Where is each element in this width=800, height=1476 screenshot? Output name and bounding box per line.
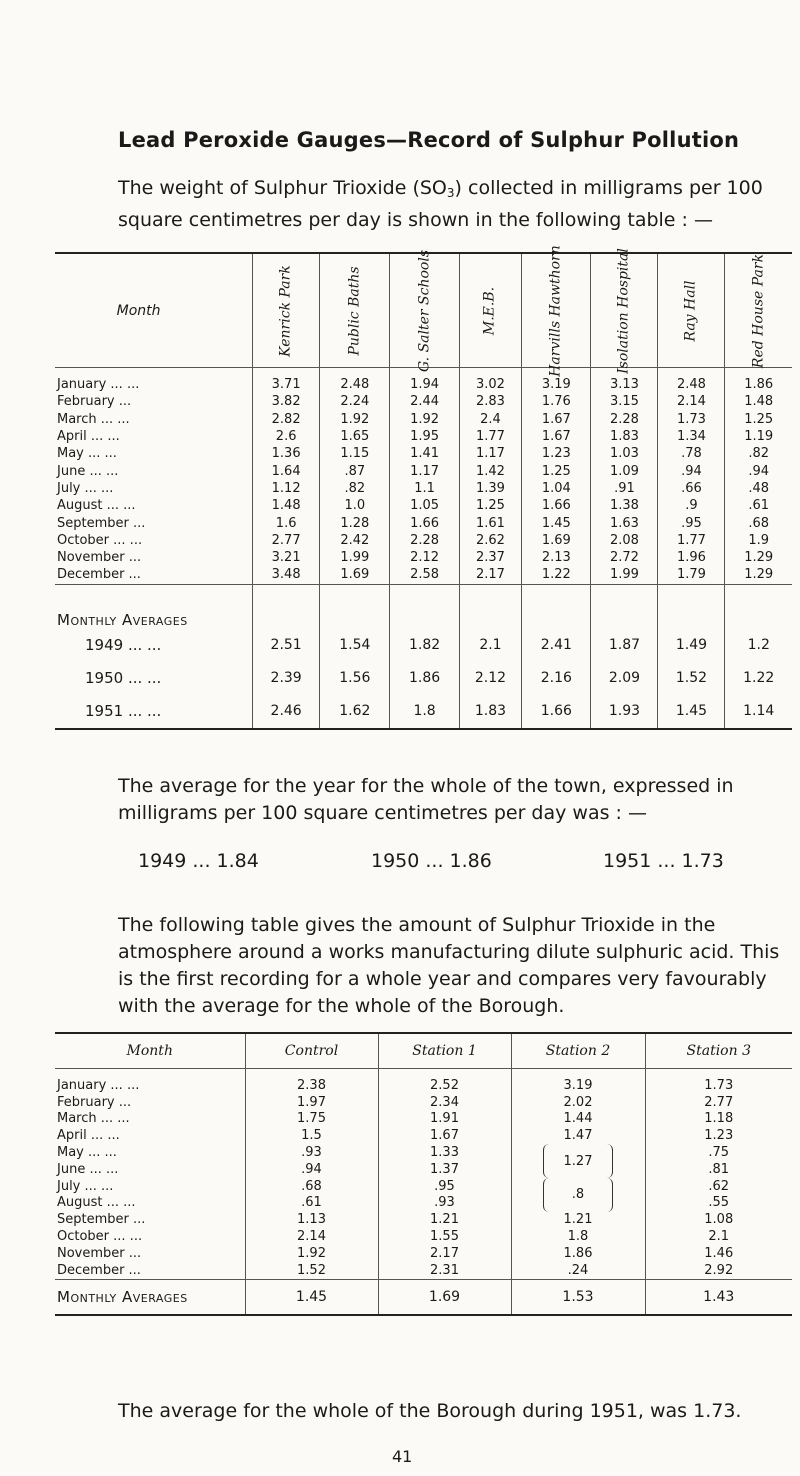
empty-cell [725, 584, 792, 629]
town-average-1951: 1951 ... 1.73 [603, 850, 724, 872]
table-row [55, 1211, 792, 1228]
value-cell: .87 [320, 462, 390, 479]
value-cell: 1.8 [511, 1228, 645, 1245]
value-cell: 1.48 [253, 497, 320, 514]
month-cell: June ... ... [57, 1161, 119, 1177]
table1-station-header [390, 249, 459, 372]
value-cell: .95 [658, 514, 725, 531]
value-cell: .61 [725, 497, 792, 514]
average-value-cell: 2.41 [522, 629, 591, 662]
value-cell: 1.46 [645, 1245, 792, 1262]
month-cell: November ... [57, 1245, 142, 1261]
intro-paragraph [118, 175, 790, 234]
value-cell: 1.65 [320, 428, 390, 445]
value-cell: 2.02 [511, 1094, 645, 1111]
month-cell: February ... [57, 1094, 132, 1110]
value-cell: 1.36 [253, 445, 320, 462]
average-value-cell: 2.39 [253, 662, 320, 695]
year-cell: 1951 ... ... [55, 695, 253, 729]
value-cell: 1.67 [522, 428, 591, 445]
value-cell: 1.92 [390, 411, 459, 428]
value-cell: 1.17 [459, 445, 522, 462]
value-cell: .62 [645, 1178, 792, 1195]
value-cell: 1.17 [390, 462, 459, 479]
town-average-1949: 1949 ... 1.84 [138, 850, 259, 872]
table-row [55, 1178, 792, 1195]
value-cell: 1.94 [390, 368, 459, 394]
value-cell: 1.09 [591, 462, 658, 479]
value-cell: 2.72 [591, 549, 658, 566]
table1-month-header: Month [55, 253, 253, 368]
table1-station-header [320, 253, 390, 368]
empty-cell [591, 584, 658, 629]
table-row [55, 393, 792, 410]
intro-text-1: The weight of Sulphur Trioxide (SO [118, 177, 447, 199]
value-cell: 2.31 [378, 1262, 511, 1279]
month-cell: January ... ... [57, 1077, 140, 1093]
page-title: Lead Peroxide Gauges—Record of Sulphur Pollution [118, 128, 740, 152]
value-cell: 1.21 [378, 1211, 511, 1228]
average-row [55, 629, 792, 662]
table1-header-row [55, 253, 792, 368]
value-cell: 1.67 [522, 411, 591, 428]
value-cell: 2.17 [378, 1245, 511, 1262]
value-cell: 2.14 [245, 1228, 378, 1245]
averages-label-row [55, 584, 792, 629]
value-cell: 1.97 [245, 1094, 378, 1111]
table-row [55, 514, 792, 531]
value-cell: .24 [511, 1262, 645, 1279]
table-row [55, 549, 792, 566]
value-cell: 1.23 [522, 445, 591, 462]
year-cell: 1950 ... ... [85, 669, 162, 688]
average-value-cell: 1.45 [658, 695, 725, 729]
value-cell: 1.61 [459, 514, 522, 531]
value-cell: 2.77 [253, 532, 320, 549]
table-row [55, 462, 792, 479]
average-value-cell: 1.8 [390, 695, 459, 729]
empty-cell [390, 584, 459, 629]
value-cell: 2.77 [645, 1094, 792, 1111]
table-row [55, 1094, 792, 1111]
average-row [55, 662, 792, 695]
value-cell: 2.08 [591, 532, 658, 549]
value-cell: 1.5 [245, 1127, 378, 1144]
averages-label: Monthly Averages [55, 584, 253, 629]
table2-month-header: Month [55, 1033, 245, 1069]
value-cell [511, 1144, 645, 1169]
average-value-cell: 1.62 [320, 695, 390, 729]
table-row [55, 1245, 792, 1262]
table-row [55, 497, 792, 514]
value-cell: .68 [725, 514, 792, 531]
table1-station-header [253, 253, 320, 368]
value-cell: .61 [245, 1195, 378, 1212]
month-cell: May ... ... [57, 446, 117, 462]
month-cell: December ... [57, 567, 141, 583]
value-cell: 1.19 [725, 428, 792, 445]
value-cell: .94 [245, 1161, 378, 1178]
average-value-cell: 1.87 [591, 629, 658, 662]
average-value-cell: 1.43 [645, 1279, 792, 1315]
value-cell: 1.42 [459, 462, 522, 479]
month-cell: July ... ... [57, 480, 114, 496]
value-cell: 3.19 [522, 368, 591, 394]
value-cell: 2.34 [378, 1094, 511, 1111]
works-stations-table [55, 1032, 792, 1316]
average-value-cell: 1.93 [591, 695, 658, 729]
value-cell: 1.55 [378, 1228, 511, 1245]
value-cell: .66 [658, 480, 725, 497]
value-cell: 2.92 [645, 1262, 792, 1279]
month-cell: October ... ... [57, 1229, 143, 1245]
average-value-cell: 1.2 [725, 629, 792, 662]
value-cell: 1.25 [725, 411, 792, 428]
value-cell: 1.73 [658, 411, 725, 428]
average-value-cell: 1.53 [511, 1279, 645, 1315]
value-cell: .94 [725, 462, 792, 479]
table-row [55, 411, 792, 428]
value-cell: .68 [245, 1178, 378, 1195]
average-value-cell: 1.66 [522, 695, 591, 729]
intro-text-2: ) collected in milligrams per 100 square centimetres per day is shown in the following table : — [118, 177, 763, 231]
value-cell: 1.86 [725, 368, 792, 394]
table-row [55, 1195, 792, 1212]
value-cell: 1.69 [522, 532, 591, 549]
value-cell: 1.92 [320, 411, 390, 428]
value-cell: 2.48 [320, 368, 390, 394]
value-cell: 2.82 [253, 411, 320, 428]
table-row [55, 532, 792, 549]
value-cell: .94 [658, 462, 725, 479]
station-label: Isolation Hospital [615, 247, 632, 374]
month-cell: March ... ... [57, 411, 130, 427]
month-cell: November ... [57, 550, 142, 566]
value-cell: 1.77 [459, 428, 522, 445]
bracketed-value: 1.27 [543, 1144, 613, 1178]
table2-header-row [55, 1033, 792, 1069]
table-row [55, 1127, 792, 1144]
average-row [55, 695, 792, 729]
value-cell: 2.28 [390, 532, 459, 549]
empty-cell [459, 584, 522, 629]
value-cell: 2.12 [390, 549, 459, 566]
table1-station-header [658, 253, 725, 368]
value-cell: 1.0 [320, 497, 390, 514]
value-cell: 1.67 [378, 1127, 511, 1144]
station-label: Public Baths [346, 265, 363, 356]
value-cell: 2.52 [378, 1069, 511, 1094]
value-cell: 3.48 [253, 566, 320, 584]
value-cell: .81 [645, 1161, 792, 1178]
value-cell: 2.42 [320, 532, 390, 549]
table2-station2-header: Station 2 [511, 1033, 645, 1069]
value-cell: 1.77 [658, 532, 725, 549]
month-cell: May ... ... [57, 1145, 117, 1161]
value-cell: .93 [378, 1195, 511, 1212]
value-cell: 1.21 [511, 1211, 645, 1228]
average-value-cell: 1.49 [658, 629, 725, 662]
month-cell: October ... ... [57, 532, 143, 548]
month-cell: April ... ... [57, 1128, 120, 1144]
average-value-cell: 1.14 [725, 695, 792, 729]
value-cell: 1.04 [522, 480, 591, 497]
average-value-cell: 1.56 [320, 662, 390, 695]
value-cell: 1.25 [522, 462, 591, 479]
value-cell: 3.19 [511, 1069, 645, 1094]
value-cell: 1.9 [725, 532, 792, 549]
value-cell: 2.62 [459, 532, 522, 549]
average-value-cell: 1.82 [390, 629, 459, 662]
station-label: Harvills Hawthorn [547, 244, 564, 377]
empty-cell [320, 584, 390, 629]
month-cell: August ... ... [57, 1195, 136, 1211]
table1-station-header [459, 253, 522, 368]
value-cell: 3.13 [591, 368, 658, 394]
value-cell: 3.15 [591, 393, 658, 410]
value-cell: 2.28 [591, 411, 658, 428]
value-cell: 1.23 [645, 1127, 792, 1144]
value-cell: 1.66 [522, 497, 591, 514]
bracketed-value: .8 [543, 1178, 613, 1212]
value-cell: 2.48 [658, 368, 725, 394]
table-row [55, 1262, 792, 1279]
month-cell: September ... [57, 515, 146, 531]
sulphur-gauges-table [55, 244, 792, 730]
value-cell: 1.66 [390, 514, 459, 531]
works-paragraph: The following table gives the amount of Sulphur Trioxide in the atmosphere around a works manufacturing dilute sulphuric acid. This is the first recording for a whole year and compares very favourably with the average for the whole of the Borough. [118, 914, 780, 1017]
table2-station3-header: Station 3 [645, 1033, 792, 1069]
value-cell: .9 [658, 497, 725, 514]
value-cell: 1.79 [658, 566, 725, 584]
value-cell: 2.14 [658, 393, 725, 410]
value-cell: 1.73 [645, 1069, 792, 1094]
station-label: G. Salter Schools [416, 249, 433, 372]
value-cell: 2.6 [253, 428, 320, 445]
final-sentence: The average for the whole of the Borough during 1951, was 1.73. [118, 1400, 742, 1422]
value-cell: 1.95 [390, 428, 459, 445]
average-value-cell: 2.16 [522, 662, 591, 695]
value-cell: 1.13 [245, 1211, 378, 1228]
value-cell: 1.86 [511, 1245, 645, 1262]
intro-subscript: 3 [446, 186, 455, 200]
value-cell: 2.38 [245, 1069, 378, 1094]
value-cell: 2.13 [522, 549, 591, 566]
value-cell: 1.34 [658, 428, 725, 445]
value-cell: .91 [591, 480, 658, 497]
value-cell: 2.58 [390, 566, 459, 584]
month-cell: August ... ... [57, 498, 136, 514]
table-row [55, 1069, 792, 1094]
value-cell: 1.03 [591, 445, 658, 462]
value-cell [511, 1161, 645, 1178]
value-cell: 3.71 [253, 368, 320, 394]
value-cell: .82 [725, 445, 792, 462]
value-cell: 1.6 [253, 514, 320, 531]
value-cell: 1.44 [511, 1111, 645, 1128]
average-value-cell: 1.45 [245, 1279, 378, 1315]
value-cell: 3.02 [459, 368, 522, 394]
station-label: Kenrick Park [277, 264, 294, 357]
value-cell: .75 [645, 1144, 792, 1161]
value-cell: 1.47 [511, 1127, 645, 1144]
value-cell: 1.25 [459, 497, 522, 514]
table2-control-header: Control [245, 1033, 378, 1069]
month-cell: September ... [57, 1212, 146, 1228]
value-cell [511, 1195, 645, 1212]
value-cell: 1.38 [591, 497, 658, 514]
value-cell: 1.15 [320, 445, 390, 462]
value-cell: 1.64 [253, 462, 320, 479]
value-cell: 1.05 [390, 497, 459, 514]
value-cell: .55 [645, 1195, 792, 1212]
value-cell: .78 [658, 445, 725, 462]
value-cell: 2.1 [645, 1228, 792, 1245]
value-cell: .95 [378, 1178, 511, 1195]
value-cell: 2.24 [320, 393, 390, 410]
value-cell: 1.45 [522, 514, 591, 531]
average-value-cell: 1.83 [459, 695, 522, 729]
month-cell: June ... ... [57, 463, 119, 479]
table1-station-header [725, 253, 792, 368]
table2-station1-header: Station 1 [378, 1033, 511, 1069]
value-cell: 1.28 [320, 514, 390, 531]
value-cell: 1.18 [645, 1111, 792, 1128]
value-cell: 1.99 [591, 566, 658, 584]
average-value-cell: 1.54 [320, 629, 390, 662]
average-value-cell: 1.86 [390, 662, 459, 695]
station-label: Ray Hall [682, 279, 699, 342]
value-cell: 2.44 [390, 393, 459, 410]
value-cell: 2.37 [459, 549, 522, 566]
empty-cell [253, 584, 320, 629]
value-cell: 1.83 [591, 428, 658, 445]
value-cell [511, 1178, 645, 1203]
month-cell: December ... [57, 1262, 141, 1278]
average-value-cell: 2.09 [591, 662, 658, 695]
value-cell: 3.21 [253, 549, 320, 566]
value-cell: 2.83 [459, 393, 522, 410]
station-label: M.E.B. [481, 286, 498, 335]
value-cell: 1.29 [725, 549, 792, 566]
month-cell: January ... ... [57, 377, 140, 393]
month-cell: March ... ... [57, 1111, 130, 1127]
value-cell: 1.96 [658, 549, 725, 566]
value-cell: 1.92 [245, 1245, 378, 1262]
value-cell: 2.17 [459, 566, 522, 584]
value-cell: 1.91 [378, 1111, 511, 1128]
average-value-cell: 2.51 [253, 629, 320, 662]
value-cell: 1.41 [390, 445, 459, 462]
value-cell: 1.99 [320, 549, 390, 566]
table-row [55, 566, 792, 584]
value-cell: 1.37 [378, 1161, 511, 1178]
average-row [55, 1279, 792, 1315]
value-cell: 1.52 [245, 1262, 378, 1279]
value-cell: 3.82 [253, 393, 320, 410]
average-value-cell: 2.46 [253, 695, 320, 729]
value-cell: 1.22 [522, 566, 591, 584]
table-row [55, 445, 792, 462]
average-value-cell: 2.1 [459, 629, 522, 662]
station-label: Red House Park [750, 253, 767, 368]
table-row [55, 1228, 792, 1245]
empty-cell [658, 584, 725, 629]
value-cell: .48 [725, 480, 792, 497]
value-cell: 1.1 [390, 480, 459, 497]
value-cell: .93 [245, 1144, 378, 1161]
year-cell: 1949 ... ... [85, 636, 162, 655]
month-cell: July ... ... [57, 1178, 114, 1194]
table-row [55, 1144, 792, 1161]
value-cell: 1.29 [725, 566, 792, 584]
average-paragraph: The average for the year for the whole of the town, expressed in milligrams per 100 square centimetres per day was : — [118, 775, 734, 824]
month-cell: April ... ... [57, 429, 120, 445]
value-cell: 1.33 [378, 1144, 511, 1161]
value-cell: 1.76 [522, 393, 591, 410]
value-cell: 1.39 [459, 480, 522, 497]
value-cell: 1.63 [591, 514, 658, 531]
average-value-cell: 2.12 [459, 662, 522, 695]
value-cell: 1.48 [725, 393, 792, 410]
town-average-1950: 1950 ... 1.86 [371, 850, 492, 872]
value-cell: 1.12 [253, 480, 320, 497]
value-cell: 1.69 [320, 566, 390, 584]
table1-station-header [591, 247, 658, 374]
table-row [55, 1161, 792, 1178]
page-number: 41 [392, 1447, 413, 1466]
month-cell: February ... [57, 394, 132, 410]
value-cell: 1.75 [245, 1111, 378, 1128]
value-cell: 1.08 [645, 1211, 792, 1228]
averages-label: Monthly Averages [55, 1279, 245, 1315]
value-cell: .82 [320, 480, 390, 497]
table-row [55, 1111, 792, 1128]
value-cell: 2.4 [459, 411, 522, 428]
table1-station-header [522, 244, 591, 377]
table-row [55, 480, 792, 497]
average-value-cell: 1.52 [658, 662, 725, 695]
average-value-cell: 1.69 [378, 1279, 511, 1315]
average-value-cell: 1.22 [725, 662, 792, 695]
empty-cell [522, 584, 591, 629]
table-row [55, 428, 792, 445]
